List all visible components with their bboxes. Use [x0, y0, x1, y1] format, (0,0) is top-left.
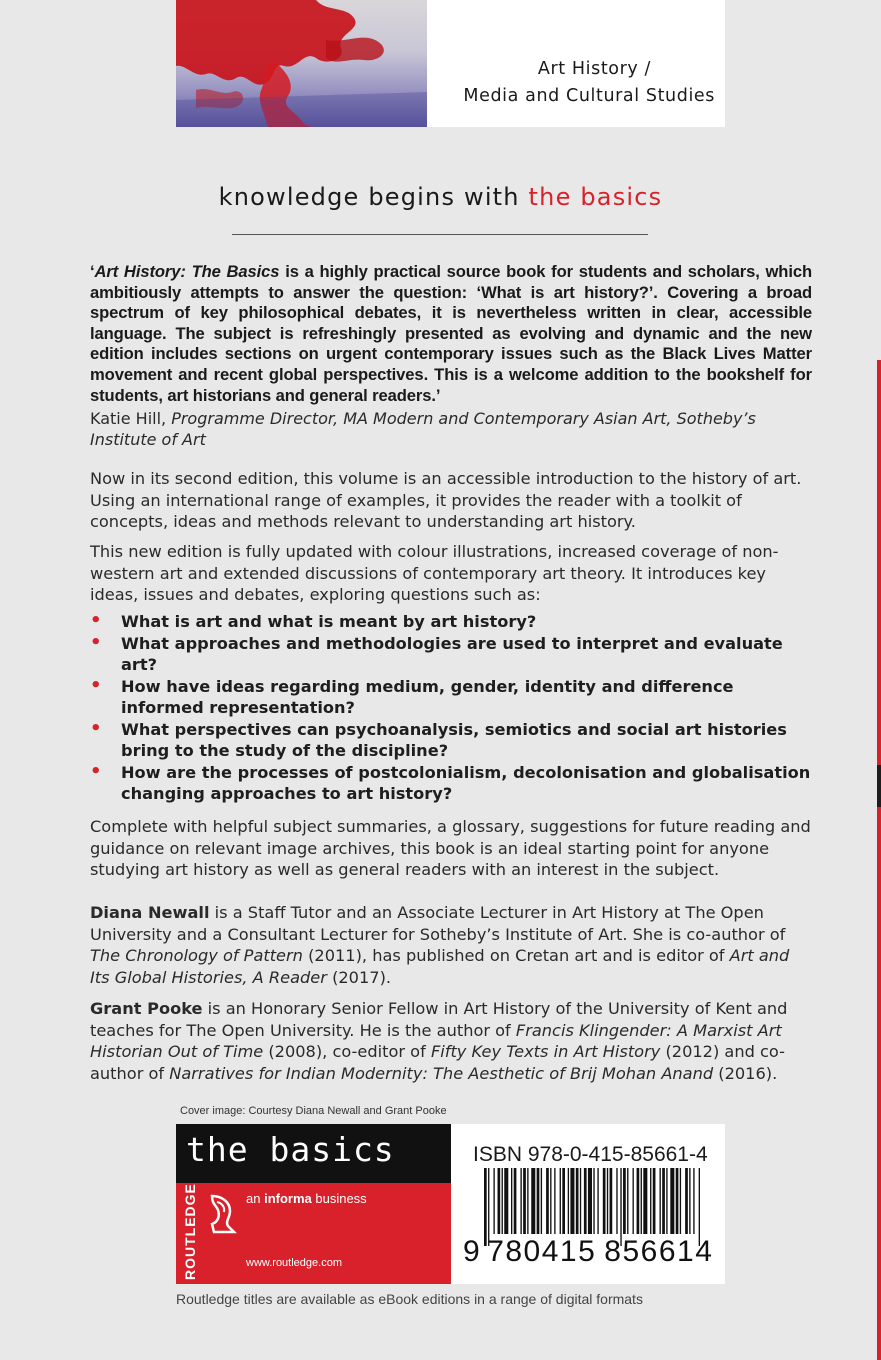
- barcode-bar: [689, 1168, 690, 1234]
- bio-book-title: Francis Klingender: A Marxist Art Historian Out of Time: [90, 1020, 782, 1061]
- spine-edge-bar: [877, 360, 881, 1360]
- quote-body: is a highly practical source book for students and scholars, which ambitiously attempts to answer the question: ‘What is art history?’. Covering a broad spectrum of key philosophical debates, it is nevertheless written in clear, accessible language. The subject is refreshingly presented as evolving and dynamic and the new edition includes sections on urgent contemporary issues such as the Black Lives Matter movement and recent global perspectives. This is a welcome addition to the bookshelf for students, art historians and general readers.’: [90, 262, 812, 405]
- barcode-bar: [660, 1168, 661, 1234]
- barcode-bar: [550, 1168, 551, 1234]
- barcode-bar: [527, 1168, 528, 1234]
- bio-book-title: Fifty Key Texts in Art History: [430, 1042, 661, 1061]
- barcode-bar: [623, 1168, 626, 1234]
- author-name: Grant Pooke: [90, 999, 203, 1018]
- bullet-icon: •: [90, 674, 102, 696]
- barcode-bar: [570, 1168, 574, 1234]
- list-item-text: How have ideas regarding medium, gender, identity and difference informed representation?: [121, 676, 734, 717]
- list-item: [90, 611, 818, 633]
- tagline-prefix: knowledge begins with: [218, 183, 529, 211]
- list-item-text: What perspectives can psychoanalysis, semiotics and social art histories bring to the study of the discipline?: [121, 719, 787, 760]
- bio-book-title: The Chronology of Pattern: [90, 946, 303, 965]
- barcode-bar: [610, 1168, 613, 1234]
- barcode-bar: [562, 1168, 565, 1234]
- category-line-1: Art History /: [537, 59, 651, 79]
- bullet-icon: •: [90, 717, 102, 739]
- category-line-2: Media and Cultural Studies: [463, 86, 715, 106]
- cover-image: [176, 0, 427, 127]
- quote-open-mark: ‘: [90, 262, 95, 281]
- bio-text: (2017).: [326, 967, 392, 987]
- barcode-bar: [523, 1168, 526, 1234]
- series-bar: [176, 1124, 451, 1183]
- bio-text: (2008), co-editor of: [263, 1042, 431, 1061]
- barcode-bar: [643, 1168, 647, 1234]
- publisher-block: [176, 1124, 451, 1284]
- bio-text: (2011), has published on Cretan art and is editor of: [302, 946, 730, 965]
- tagline-highlight: the basics: [528, 183, 663, 211]
- barcode-bar: [666, 1168, 667, 1234]
- list-item: [90, 719, 818, 762]
- bullet-icon: •: [90, 631, 102, 653]
- barcode-bar: [537, 1168, 540, 1234]
- series-title: the basics: [186, 1130, 395, 1169]
- barcode-bar: [588, 1168, 592, 1234]
- cover-credit: Cover image: Courtesy Diana Newall and Grant Pooke: [180, 1105, 447, 1117]
- routledge-wordmark-text: ROUTLEDGE: [182, 1183, 198, 1280]
- barcode-bar: [584, 1168, 587, 1234]
- attribution-role: Programme Director, MA Modern and Contemporary Asian Art, Sotheby’s Institute of Art: [90, 409, 756, 449]
- barcode-bar: [627, 1168, 628, 1234]
- bio-text: (2016).: [713, 1063, 778, 1083]
- barcode-bar: [693, 1168, 694, 1234]
- informa-suffix: business: [311, 1191, 367, 1206]
- description-paragraph-1: Now in its second edition, this volume is an accessible introduction to the history of art. Using an international range of examples, it provides the reader with a toolkit of concepts, ideas and methods relevant to understanding art history.: [90, 469, 802, 531]
- isbn-label: ISBN 978-0-415-85661-4: [473, 1143, 708, 1166]
- informa-prefix: an: [246, 1191, 265, 1206]
- bio-text: is an Honorary Senior Fellow in Art History of the University of Kent and teaches for The Open University. He is the author of: [90, 999, 788, 1040]
- bio-book-title: Narratives for Indian Modernity: The Aesthetic of Brij Mohan Anand: [169, 1063, 714, 1083]
- barcode-bar: [498, 1168, 501, 1234]
- cover-image-splash: [176, 0, 427, 127]
- list-item-text: What approaches and methodologies are used to interpret and evaluate art?: [121, 633, 783, 674]
- barcode-bar: [597, 1168, 598, 1234]
- barcode-bar: [653, 1168, 656, 1234]
- barcode-bar: [676, 1168, 679, 1234]
- bullet-icon: •: [90, 610, 102, 631]
- barcode-bar: [554, 1168, 555, 1234]
- barcode-bar: [511, 1168, 512, 1234]
- barcode-bar: [514, 1168, 517, 1234]
- barcode-bar: [576, 1168, 579, 1234]
- barcode-bar: [607, 1168, 608, 1234]
- barcode-bar: [568, 1168, 569, 1234]
- ebook-note: Routledge titles are available as eBook editions in a range of digital formats: [176, 1291, 643, 1307]
- barcode-bar: [641, 1168, 642, 1234]
- barcode-bar: [531, 1168, 535, 1234]
- barcode-bar: [560, 1168, 561, 1234]
- barcode-bar: [680, 1168, 681, 1234]
- isbn-block: [451, 1124, 725, 1284]
- barcode-bar: [670, 1168, 674, 1234]
- bio-book-title: Art and Its Global Histories, A Reader: [90, 946, 790, 987]
- publisher-website: www.routledge.com: [246, 1257, 342, 1269]
- endorsement-attribution: [90, 408, 812, 450]
- bio-text: is a Staff Tutor and an Associate Lecturer in Art History at The Open University and a Consultant Lecturer for Sotheby’s Institute of Art. She is co-author of: [90, 903, 786, 944]
- routledge-logo-icon: [208, 1194, 238, 1234]
- author-name: Diana Newall: [90, 903, 210, 922]
- ean-group-2: 856614: [604, 1235, 714, 1268]
- list-item: [90, 676, 818, 719]
- barcode-bar: [637, 1168, 640, 1234]
- description-paragraph-2: This new edition is fully updated with colour illustrations, increased coverage of non-western art and extended discussions of contemporary art theory. It introduces key ideas, issues and debates, exploring questions such as:: [90, 542, 779, 604]
- barcode-bar: [520, 1168, 521, 1234]
- routledge-wordmark: [182, 1183, 204, 1280]
- endorsement-quote: [90, 262, 812, 406]
- spine-edge-mark: [877, 765, 881, 807]
- barcode-bar: [493, 1168, 494, 1234]
- subject-category: [427, 0, 725, 127]
- author-bio-pooke: [90, 998, 812, 1084]
- ean-first-digit: 9: [463, 1235, 482, 1268]
- barcode-bar: [616, 1168, 617, 1234]
- attribution-name: Katie Hill,: [90, 409, 172, 428]
- barcode-bar: [593, 1168, 594, 1234]
- informa-business: [246, 1191, 367, 1206]
- quote-book-title: Art History: The Basics: [94, 262, 280, 281]
- barcode-bar: [546, 1168, 549, 1234]
- series-tagline: [0, 183, 881, 211]
- tagline-divider: [232, 234, 648, 235]
- list-item-text: How are the processes of postcolonialism, decolonisation and globalisation changing approaches to art history?: [121, 762, 811, 803]
- list-item: [90, 633, 818, 676]
- barcode-bar: [633, 1168, 634, 1234]
- barcode-bar: [685, 1168, 688, 1234]
- description-paragraph-3: Complete with helpful subject summaries, a glossary, suggestions for future reading and guidance on relevant image archives, this book is an ideal starting point for anyone studying art history as well as general readers with an interest in the subject.: [90, 817, 811, 879]
- informa-brand: informa: [264, 1191, 312, 1206]
- barcode-bar: [662, 1168, 665, 1234]
- barcode-bar: [603, 1168, 606, 1234]
- barcode-bar: [650, 1168, 651, 1234]
- bullet-icon: •: [90, 760, 102, 782]
- question-list: [90, 611, 818, 805]
- barcode-bar: [504, 1168, 508, 1234]
- bio-text: (2012) and co-author of: [90, 1042, 785, 1083]
- list-item-text: What is art and what is meant by art history?: [121, 612, 537, 631]
- barcode-bar: [541, 1168, 542, 1234]
- list-item: [90, 762, 818, 805]
- barcode-bar: [502, 1168, 503, 1234]
- author-bio-newall: [90, 902, 812, 988]
- ean-number: [463, 1235, 713, 1269]
- ean-group-1: 780415: [487, 1235, 597, 1268]
- barcode-bar: [580, 1168, 581, 1234]
